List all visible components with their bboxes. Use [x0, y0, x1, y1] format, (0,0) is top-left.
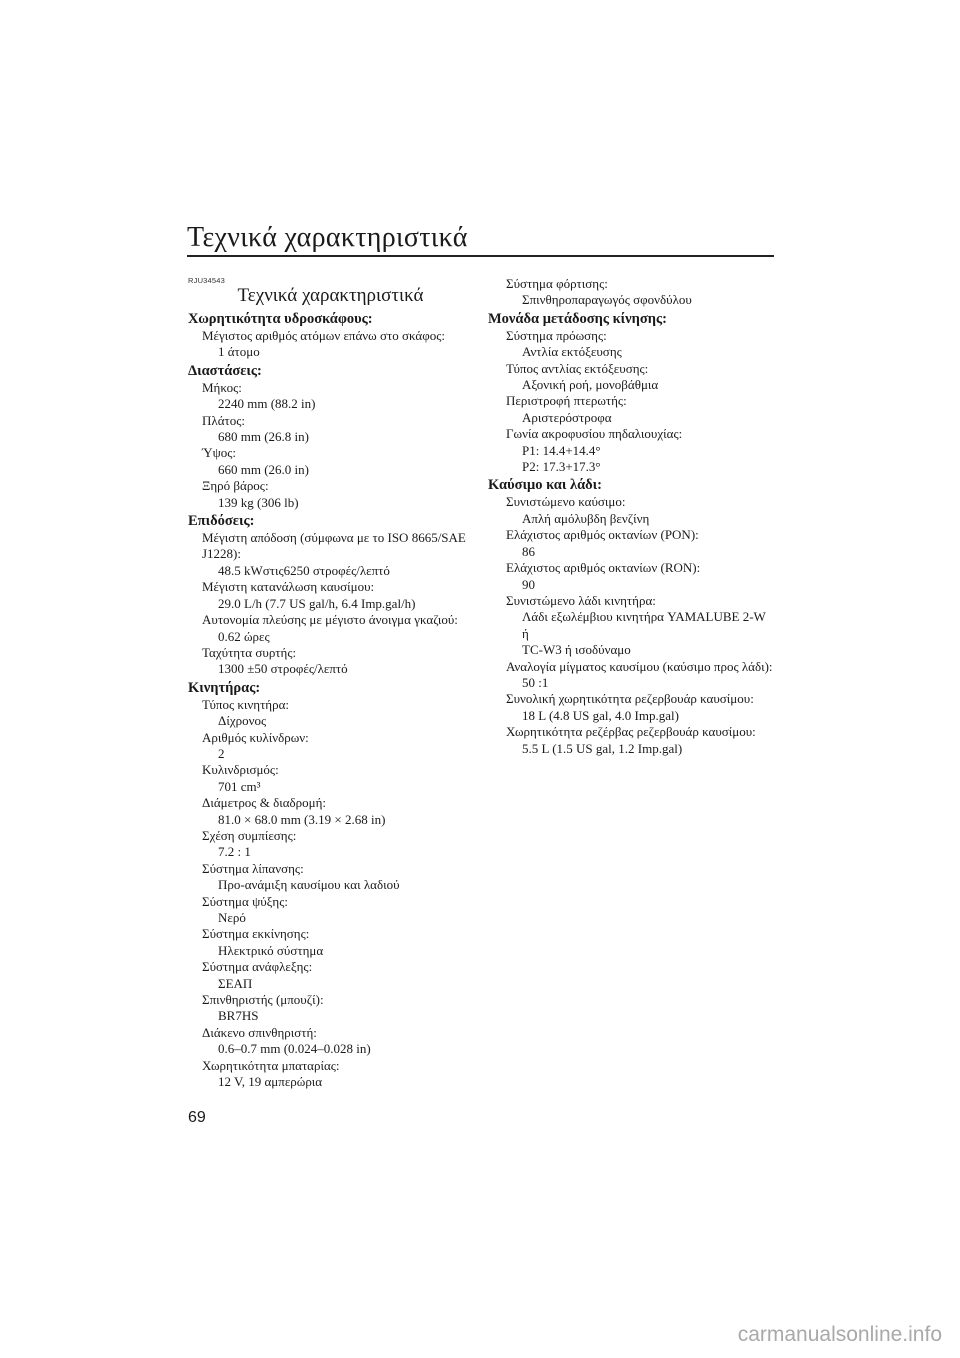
- right-column: [488, 276, 773, 757]
- page-title: Τεχνικά χαρακτηριστικά: [187, 222, 468, 253]
- spec-heading: Επιδόσεις:: [188, 513, 255, 530]
- spec-value: TC-W3 ή ισοδύναμο: [522, 642, 631, 658]
- page-number: 69: [188, 1109, 206, 1126]
- spec-value: 90: [522, 576, 535, 592]
- spec-value: 660 mm (26.0 in): [218, 461, 309, 477]
- spec-value: Απλή αμόλυβδη βενζίνη: [522, 510, 650, 526]
- left-column: [188, 276, 473, 1090]
- spec-value: 18 L (4.8 US gal, 4.0 Imp.gal): [522, 707, 679, 723]
- spec-label: Σύστημα πρόωσης:: [506, 327, 607, 343]
- spec-value: Αξονική ροή, μονοβάθμια: [522, 377, 659, 393]
- spec-label: Σύστημα φόρτισης:: [506, 276, 608, 291]
- spec-label: Σπινθηριστής (μπουζί):: [202, 992, 324, 1008]
- spec-label: Γωνία ακροφυσίου πηδαλιουχίας:: [506, 426, 683, 442]
- spec-value: Ηλεκτρικό σύστημα: [218, 942, 324, 958]
- spec-label: Ύψος:: [202, 445, 237, 461]
- section-title: Τεχνικά χαρακτηριστικά: [237, 285, 424, 306]
- spec-label: J1228):: [202, 546, 241, 562]
- spec-value: 29.0 L/h (7.7 US gal/h, 6.4 Imp.gal/h): [218, 595, 416, 611]
- spec-label: Σύστημα λίπανσης:: [202, 860, 304, 876]
- spec-label: Ελάχιστος αριθμός οκτανίων (PON):: [506, 527, 699, 543]
- spec-label: Συνιστώμενο καύσιμο:: [506, 494, 626, 510]
- spec-heading: Μονάδα μετάδοσης κίνησης:: [488, 310, 667, 327]
- spec-heading: Καύσιμο και λάδι:: [488, 477, 603, 494]
- spec-value: 2: [218, 745, 225, 761]
- spec-label: Σύστημα εκκίνησης:: [202, 926, 310, 942]
- spec-value: Αριστερόστροφα: [522, 409, 612, 425]
- spec-value: 7.2 : 1: [218, 844, 251, 860]
- spec-value: 86: [522, 543, 535, 559]
- spec-value: ΣΕΑΠ: [218, 975, 253, 991]
- spec-label: Διάκενο σπινθηριστή:: [202, 1024, 317, 1040]
- spec-value: 1 άτομο: [218, 344, 260, 360]
- spec-label: Πλάτος:: [202, 412, 245, 428]
- spec-label: Διάμετρος & διαδρομή:: [202, 795, 326, 811]
- spec-label: Τύπος αντλίας εκτόξευσης:: [506, 360, 649, 376]
- spec-label: Ξηρό βάρος:: [202, 478, 269, 494]
- spec-heading: Χωρητικότητα υδροσκάφους:: [188, 311, 373, 327]
- spec-label: Κυλινδρισμός:: [202, 762, 279, 778]
- spec-value: Σπινθηροπαραγωγός σφονδύλου: [522, 292, 692, 308]
- spec-label: Αριθμός κυλίνδρων:: [202, 729, 309, 745]
- spec-label: Χωρητικότητα ρεζέρβας ρεζερβουάρ καυσίμου:: [506, 724, 756, 740]
- spec-value: 12 V, 19 αμπερώρια: [218, 1074, 323, 1090]
- spec-value: BR7HS: [218, 1008, 259, 1024]
- spec-value: 0.62 ώρες: [218, 628, 270, 644]
- spec-value: 0.6–0.7 mm (0.024–0.028 in): [218, 1041, 371, 1057]
- reference-code: RJU34543: [188, 276, 226, 285]
- spec-value: Λάδι εξωλέμβιου κινητήρα YAMALUBE 2-W ή: [522, 609, 766, 641]
- spec-value: 701 cm³: [218, 778, 261, 794]
- spec-label: Μέγιστη κατανάλωση καυσίμου:: [202, 579, 375, 595]
- spec-label: Μήκος:: [202, 379, 242, 395]
- spec-label: Αυτονομία πλεύσης με μέγιστο άνοιγμα γκαζιού:: [202, 612, 458, 628]
- spec-value: Προ-ανάμιξη καυσίμου και λαδιού: [218, 877, 400, 893]
- spec-label: Σχέση συμπίεσης:: [202, 827, 297, 843]
- spec-label: Μέγιστος αριθμός ατόμων επάνω στο σκάφος:: [202, 328, 445, 343]
- spec-value: Δίχρονος: [218, 713, 267, 729]
- spec-label: Σύστημα ανάφλεξης:: [202, 959, 313, 975]
- spec-label: Ελάχιστος αριθμός οκτανίων (RON):: [506, 560, 701, 576]
- left-spec-list: [188, 311, 473, 1090]
- spec-label: Περιστροφή πτερωτής:: [506, 393, 627, 409]
- spec-value: Αντλία εκτόξευσης: [522, 344, 622, 360]
- spec-heading: Κινητήρας:: [188, 679, 261, 696]
- spec-value: 50 :1: [522, 674, 549, 690]
- title-rule: [187, 255, 774, 257]
- spec-label: Μέγιστη απόδοση (σύμφωνα με το ISO 8665/SAE: [202, 530, 466, 546]
- spec-value: 1300 ±50 στροφές/λεπτό: [218, 661, 348, 677]
- spec-label: Αναλογία μίγματος καυσίμου (καύσιμο προς λάδι):: [506, 658, 773, 674]
- spec-value: 680 mm (26.8 in): [218, 429, 309, 445]
- spec-value: 139 kg (306 lb): [218, 494, 299, 510]
- spec-label: Τύπος κινητήρα:: [202, 696, 290, 712]
- spec-value: 5.5 L (1.5 US gal, 1.2 Imp.gal): [522, 740, 683, 756]
- spec-heading: Διαστάσεις:: [188, 362, 262, 379]
- spec-label: Χωρητικότητα μπαταρίας:: [202, 1057, 340, 1073]
- watermark: carmanualsonline.info: [737, 1323, 942, 1346]
- spec-label: Συνιστώμενο λάδι κινητήρα:: [506, 592, 656, 608]
- spec-value: 48.5 kWστις6250 στροφές/λεπτό: [218, 562, 390, 578]
- spec-label: Σύστημα ψύξης:: [202, 893, 288, 909]
- spec-label: Συνολική χωρητικότητα ρεζερβουάρ καυσίμου:: [506, 691, 754, 707]
- spec-value: P1: 14.4+14.4°: [522, 442, 601, 458]
- spec-label: Ταχύτητα συρτής:: [202, 644, 297, 660]
- spec-value: 2240 mm (88.2 in): [218, 396, 316, 412]
- spec-value: Νερό: [218, 910, 246, 925]
- spec-value: 81.0 × 68.0 mm (3.19 × 2.68 in): [218, 811, 386, 827]
- spec-value: P2: 17.3+17.3°: [522, 459, 601, 475]
- right-spec-list: [488, 276, 773, 757]
